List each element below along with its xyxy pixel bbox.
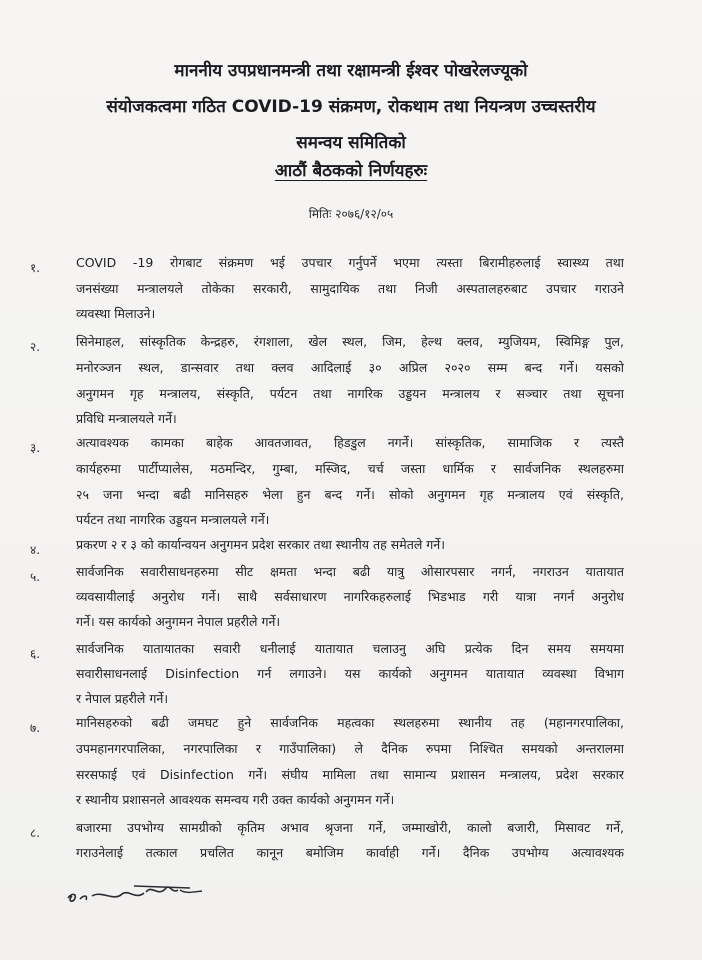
item-line: उपमहानगरपालिका, नगरपालिका र गाउँपालिका) ले दैनिक रुपमा निश्चित समयको अन्तरालमा <box>76 741 624 756</box>
item-line: जनसंख्या मन्त्रालयले तोकेका सरकारी, सामुदायिक तथा निजी अस्पतालहरुबाट उपचार गराउने <box>76 281 624 296</box>
item-line: सार्वजनिक यातायातका सवारी धनीलाई यातायात चलाउनु अघि प्रत्येक दिन समय समयमा <box>76 641 624 656</box>
item-line: कार्यहरुमा पार्टीप्यालेस, मठमन्दिर, गुम्बा, मस्जिद, चर्च जस्ता धार्मिक र सार्वजनिक स्थलहरुमा <box>76 461 624 476</box>
item-number: १. <box>30 261 41 275</box>
item-line: पर्यटन तथा नागरिक उड्डयन मन्त्रालयले गर्ने। <box>76 512 270 527</box>
item-line: सार्वजनिक सवारीसाधनहरुमा सीट क्षमता भन्दा बढी यात्रु ओसारपसार नगर्न, नगराउन यातायात <box>76 564 624 579</box>
item-number: ६. <box>30 647 41 661</box>
item-line: गराउनेलाई तत्काल प्रचलित कानून बमोजिम कार्वाही गर्ने। दैनिक उपभोग्य अत्यावश्यक <box>76 845 624 860</box>
item-number: ३. <box>30 441 41 455</box>
item-line: सिनेमाहल, सांस्कृतिक केन्द्रहरु, रंगशाला, खेल स्थल, जिम, हेल्थ क्लव, म्युजियम, स्विमिङ्ग पुल, <box>76 334 624 349</box>
item-number: ७. <box>30 721 41 735</box>
item-line: सरसफाई एवं Disinfection गर्ने। संघीय मामिला तथा सामान्य प्रशासन मन्त्रालय, प्रदेश सरकार <box>76 767 624 782</box>
item-line: अत्यावश्यक कामका बाहेक आवतजावत, हिडडुल नगर्ने। सांस्कृतिक, सामाजिक र त्यस्तै <box>76 435 624 450</box>
item-number: ५. <box>30 570 41 584</box>
item-line: अनुगमन गृह मन्त्रालय, संस्कृति, पर्यटन तथा नागरिक उड्डयन मन्त्रालय र सञ्चार तथा सूचना <box>76 386 624 401</box>
item-line: मनोरञ्जन स्थल, डान्सवार तथा क्लव आदिलाई ३० अप्रिल २०२० सम्म बन्द गर्ने। यसको <box>76 360 624 375</box>
item-number: २. <box>30 340 41 354</box>
signature-image <box>62 872 222 912</box>
item-line: र स्थानीय प्रशासनले आवश्यक समन्वय गरी उक्त कार्यको अनुगमन गर्ने। <box>76 792 395 807</box>
heading-line-1: माननीय उपप्रधानमन्त्री तथा रक्षामन्त्री ईश्वर पोखरेलज्यूको <box>174 61 528 81</box>
item-line: बजारमा उपभोग्य सामग्रीको कृतिम अभाव श्रृजना गर्ने, जम्माखोरी, कालो बजारी, मिसावट गर्ने, <box>76 820 624 835</box>
item-line: COVID -19 रोगबाट संक्रमण भई उपचार गर्नुपर्ने भएमा त्यस्ता बिरामीहरुलाई स्वास्थ्य तथा <box>76 255 624 270</box>
heading-line-4: आठौं बैठकको निर्णयहरुः <box>274 161 428 181</box>
item-line: व्यवस्था मिलाउने। <box>76 306 156 321</box>
item-line: मानिसहरुको बढी जमघट हुने सार्वजनिक महत्वका स्थलहरुमा स्थानीय तह (महानगरपालिका, <box>76 715 624 730</box>
document-date: मितिः २०७६/१२/०५ <box>308 207 394 221</box>
item-line: प्रकरण २ र ३ को कार्यान्वयन अनुगमन प्रदेश सरकार तथा स्थानीय तह समेतले गर्ने। <box>76 537 445 552</box>
heading-line-3: समन्वय समितिको <box>296 133 406 153</box>
item-line: व्यवसायीलाई अनुरोध गर्ने। साथै सर्वसाधारण नागरिकहरुलाई भिडभाड गरी यात्रा नगर्न अनुरोध <box>76 589 624 604</box>
item-number: ४. <box>30 543 41 557</box>
item-line: प्रविधि मन्त्रालयले गर्ने। <box>76 411 177 426</box>
item-line: २५ जना भन्दा बढी मानिसहरु भेला हुन बन्द गर्ने। सोको अनुगमन गृह मन्त्रालय एवं संस्कृति, <box>76 487 624 502</box>
item-line: र नेपाल प्रहरीले गर्ने। <box>76 691 169 706</box>
item-line: सवारीसाधनलाई Disinfection गर्न लगाउने। यस कार्यको अनुगमन यातायात व्यवस्था विभाग <box>76 666 624 681</box>
heading-line-2: संयोजकत्वमा गठित COVID-19 संक्रमण, रोकथाम तथा नियन्त्रण उच्चस्तरीय <box>106 97 596 117</box>
item-line: गर्ने। यस कार्यको अनुगमन नेपाल प्रहरीले गर्ने। <box>76 614 281 629</box>
item-number: ८. <box>30 826 41 840</box>
